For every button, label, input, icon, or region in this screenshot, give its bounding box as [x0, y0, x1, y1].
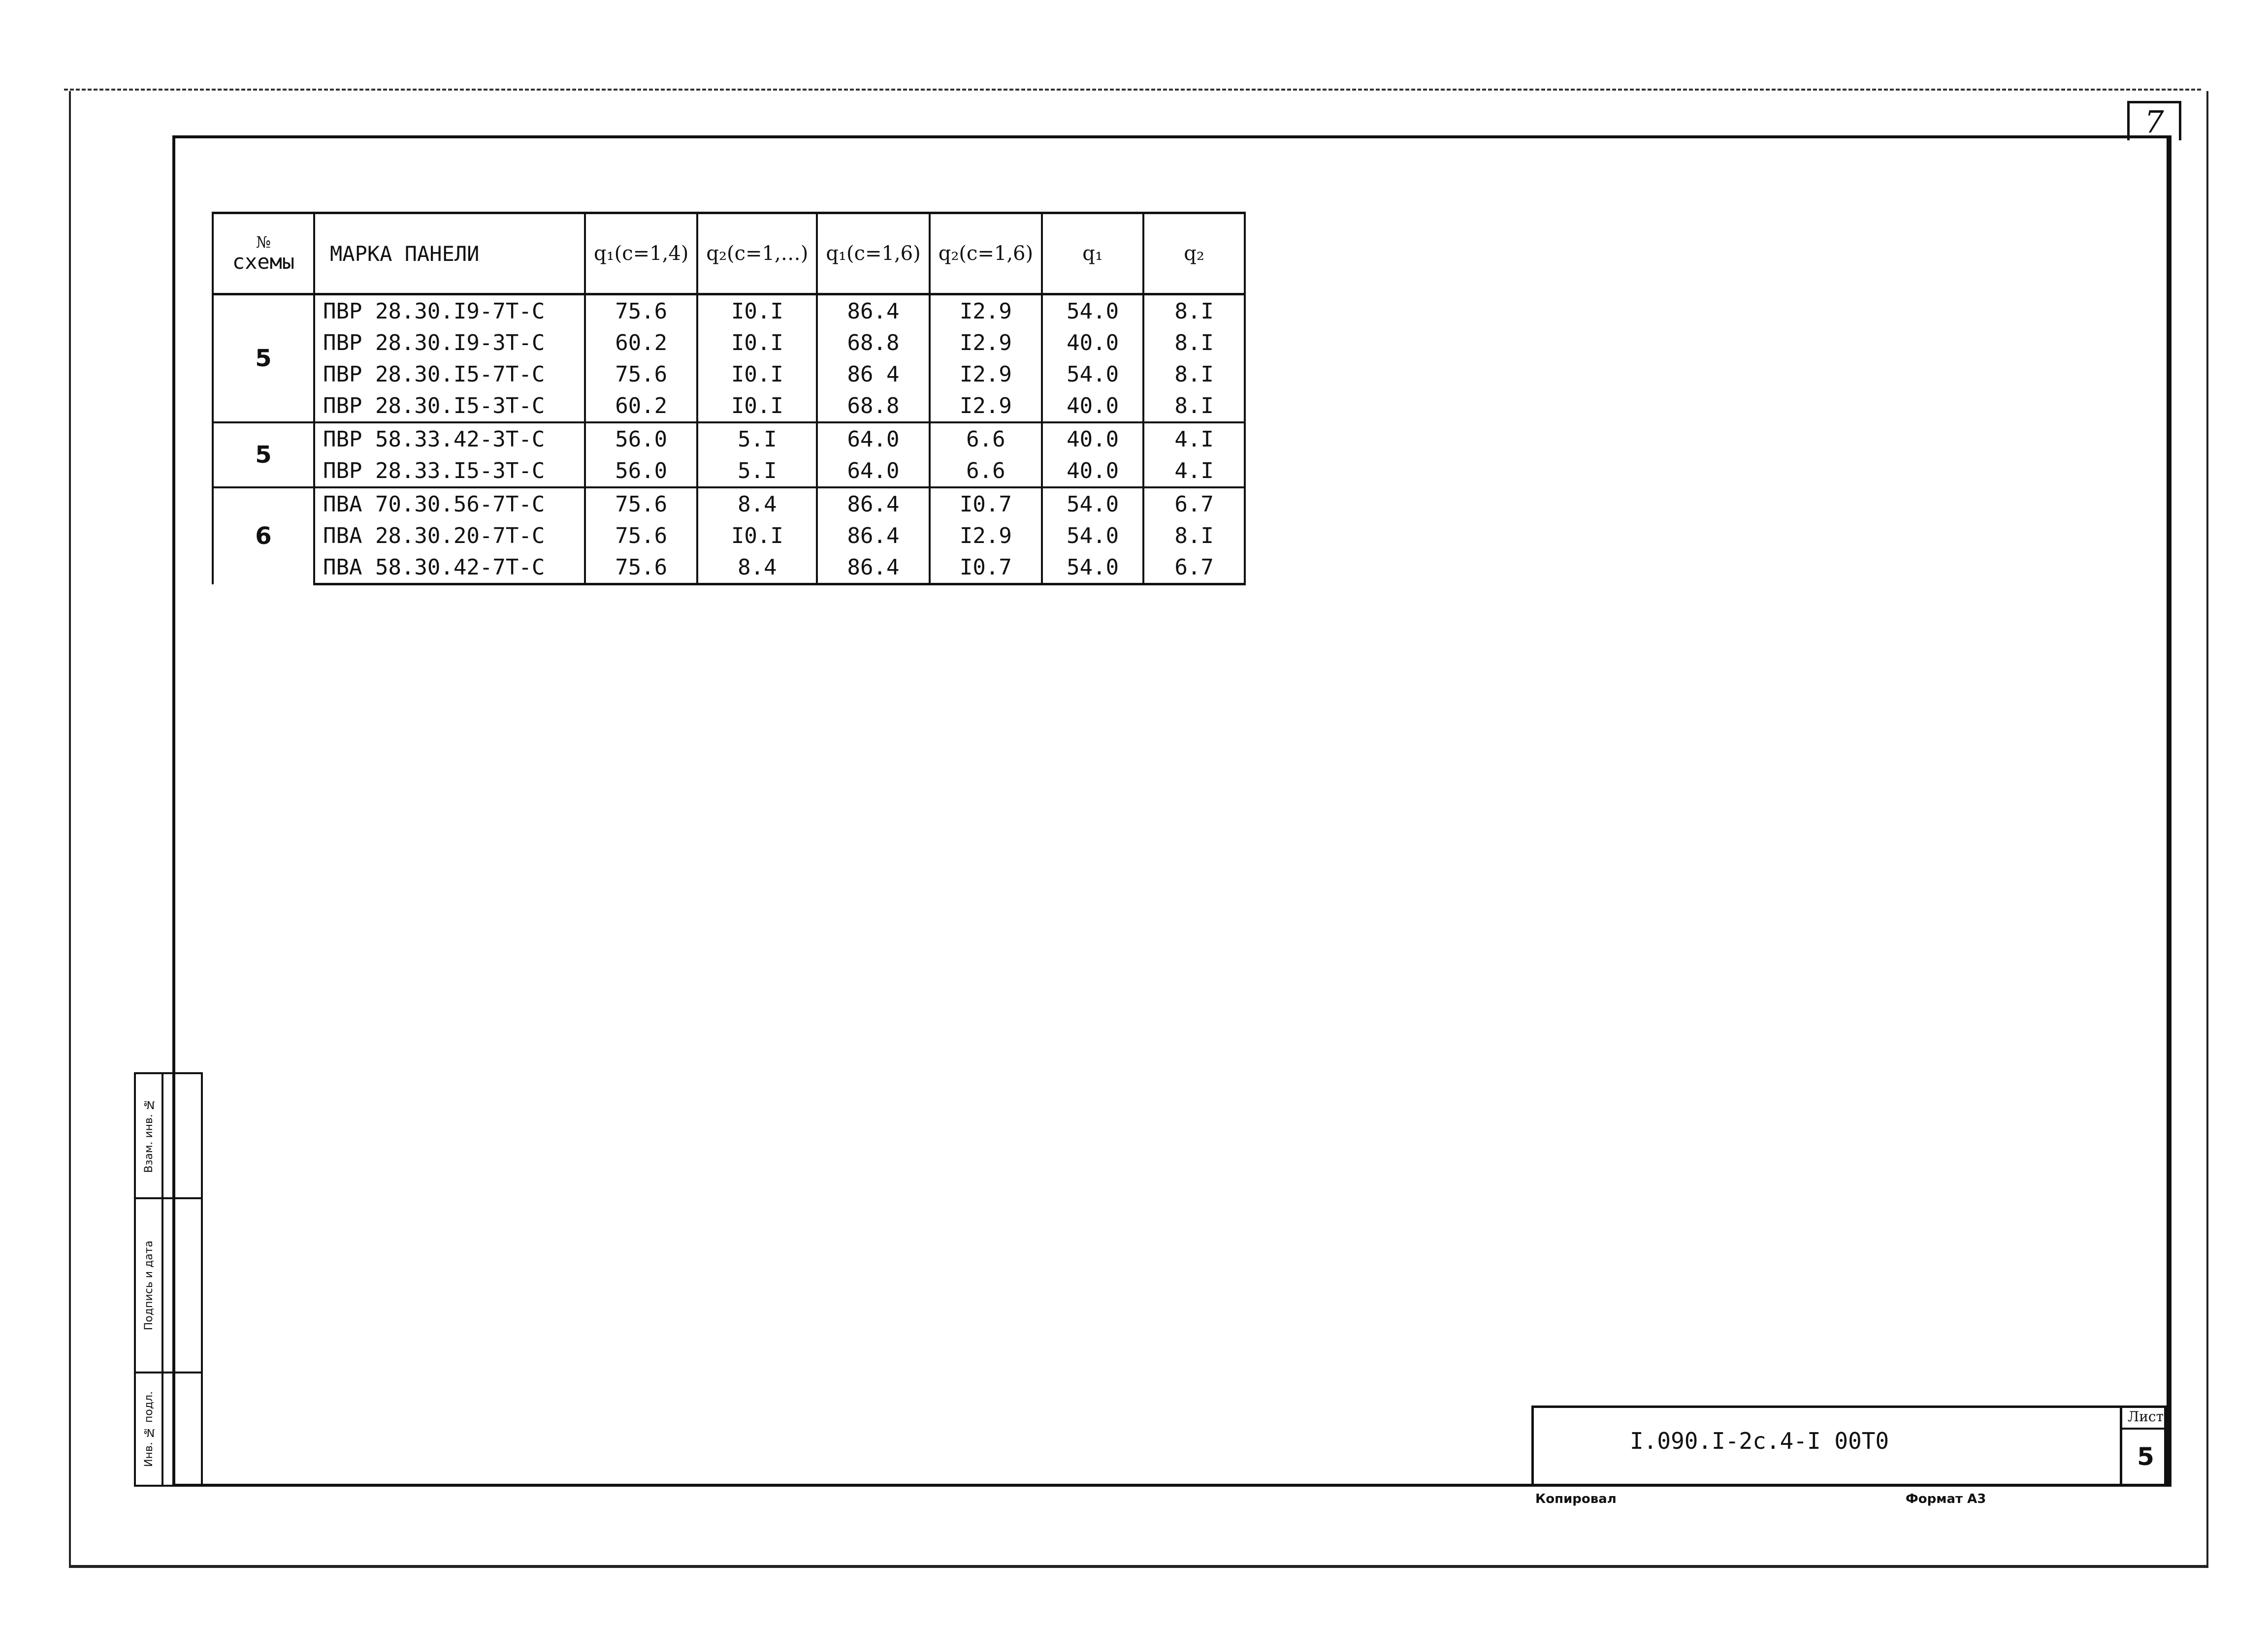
- value-cell: 54.0: [1042, 294, 1143, 327]
- value-cell: 56.0: [585, 422, 697, 455]
- table-row: [213, 422, 1245, 455]
- header-scheme-symbol: №: [256, 233, 271, 252]
- mark-cell: ПВА 70.30.56-7Т-С: [314, 487, 585, 520]
- table-row: [213, 551, 1245, 584]
- value-cell: 68.8: [817, 390, 929, 422]
- sheet-label: Лист: [2122, 1405, 2169, 1430]
- mark-cell: ПВА 28.30.20-7Т-С: [314, 520, 585, 551]
- value-cell: 86.4: [817, 294, 929, 327]
- value-cell: 54.0: [1042, 358, 1143, 390]
- header-col3: q₁(c=1,6): [817, 213, 929, 294]
- table-row: [213, 455, 1245, 487]
- mark-cell: ПВР 28.30.I5-3Т-С: [314, 390, 585, 422]
- table-row: [213, 294, 1245, 327]
- value-cell: I0.I: [697, 327, 817, 358]
- value-cell: 40.0: [1042, 422, 1143, 455]
- value-cell: 75.6: [585, 294, 697, 327]
- value-cell: 54.0: [1042, 487, 1143, 520]
- header-mark: МАРКА ПАНЕЛИ: [314, 213, 585, 294]
- value-cell: 8.I: [1143, 358, 1245, 390]
- side-stamp-label: Подпись и дата: [142, 1240, 155, 1331]
- side-stamp-cell-replacement: [136, 1074, 201, 1199]
- value-cell: 86.4: [817, 520, 929, 551]
- document-code: I.090.I-2c.4-I 00Т0: [1630, 1428, 1889, 1454]
- value-cell: 56.0: [585, 455, 697, 487]
- value-cell: 4.I: [1143, 455, 1245, 487]
- mark-cell: ПВР 58.33.42-3Т-С: [314, 422, 585, 455]
- sheet-top-edge: [64, 89, 2201, 91]
- value-cell: 6.7: [1143, 487, 1245, 520]
- side-stamp-cell-signature: [136, 1199, 201, 1373]
- mark-cell: ПВР 28.30.I9-7Т-С: [314, 294, 585, 327]
- value-cell: I2.9: [930, 520, 1042, 551]
- table-row: [213, 327, 1245, 358]
- scheme-cell: 5: [213, 422, 314, 487]
- value-cell: 8.4: [697, 487, 817, 520]
- value-cell: 75.6: [585, 487, 697, 520]
- mark-cell: ПВР 28.30.I5-7Т-С: [314, 358, 585, 390]
- header-col5: q₁: [1042, 213, 1143, 294]
- value-cell: 8.I: [1143, 520, 1245, 551]
- side-stamp: [134, 1072, 203, 1487]
- corner-page-number: 7: [2127, 101, 2181, 140]
- value-cell: 8.I: [1143, 327, 1245, 358]
- value-cell: 40.0: [1042, 327, 1143, 358]
- side-stamp-cell-inventory: [136, 1373, 201, 1485]
- table-row: [213, 390, 1245, 422]
- header-col2: q₂(c=1,…): [697, 213, 817, 294]
- mark-cell: ПВА 58.30.42-7Т-С: [314, 551, 585, 584]
- side-stamp-label: Взам. инв. №: [142, 1098, 155, 1173]
- value-cell: 8.4: [697, 551, 817, 584]
- value-cell: 75.6: [585, 520, 697, 551]
- value-cell: 5.I: [697, 422, 817, 455]
- value-cell: 4.I: [1143, 422, 1245, 455]
- value-cell: 60.2: [585, 327, 697, 358]
- value-cell: I0.7: [930, 551, 1042, 584]
- scheme-cell: 5: [213, 294, 314, 423]
- value-cell: I2.9: [930, 358, 1042, 390]
- value-cell: 60.2: [585, 390, 697, 422]
- value-cell: 64.0: [817, 455, 929, 487]
- header-scheme-label: схемы: [232, 249, 295, 274]
- side-stamp-label: Инв. № подл.: [142, 1391, 155, 1467]
- value-cell: I0.I: [697, 520, 817, 551]
- value-cell: I0.I: [697, 390, 817, 422]
- table-row: [213, 358, 1245, 390]
- mark-cell: ПВР 28.33.I5-3Т-С: [314, 455, 585, 487]
- header-scheme: [213, 213, 314, 294]
- value-cell: I0.I: [697, 358, 817, 390]
- footer-format: Формат А3: [1906, 1492, 1986, 1506]
- sheet-number-box: [2120, 1405, 2169, 1487]
- value-cell: I0.I: [697, 294, 817, 327]
- value-cell: 75.6: [585, 358, 697, 390]
- value-cell: 54.0: [1042, 520, 1143, 551]
- table-row: [213, 487, 1245, 520]
- value-cell: 86.4: [817, 487, 929, 520]
- table-row: [213, 520, 1245, 551]
- value-cell: 86.4: [817, 551, 929, 584]
- value-cell: 6.6: [930, 422, 1042, 455]
- value-cell: 6.6: [930, 455, 1042, 487]
- value-cell: 6.7: [1143, 551, 1245, 584]
- value-cell: 40.0: [1042, 390, 1143, 422]
- value-cell: 5.I: [697, 455, 817, 487]
- value-cell: I2.9: [930, 390, 1042, 422]
- value-cell: I2.9: [930, 327, 1042, 358]
- header-col6: q₂: [1143, 213, 1245, 294]
- value-cell: 64.0: [817, 422, 929, 455]
- scheme-cell: 6: [213, 487, 314, 584]
- footer-copied: Копировал: [1535, 1492, 1617, 1506]
- value-cell: 86 4: [817, 358, 929, 390]
- value-cell: 54.0: [1042, 551, 1143, 584]
- value-cell: 8.I: [1143, 294, 1245, 327]
- value-cell: I2.9: [930, 294, 1042, 327]
- value-cell: 75.6: [585, 551, 697, 584]
- header-col1: q₁(c=1,4): [585, 213, 697, 294]
- value-cell: I0.7: [930, 487, 1042, 520]
- value-cell: 68.8: [817, 327, 929, 358]
- value-cell: 40.0: [1042, 455, 1143, 487]
- header-col4: q₂(c=1,6): [930, 213, 1042, 294]
- sheet-number: 5: [2137, 1442, 2154, 1471]
- table-header-row: [213, 213, 1245, 294]
- value-cell: 8.I: [1143, 390, 1245, 422]
- panel-load-table: [212, 212, 1246, 585]
- mark-cell: ПВР 28.30.I9-3Т-С: [314, 327, 585, 358]
